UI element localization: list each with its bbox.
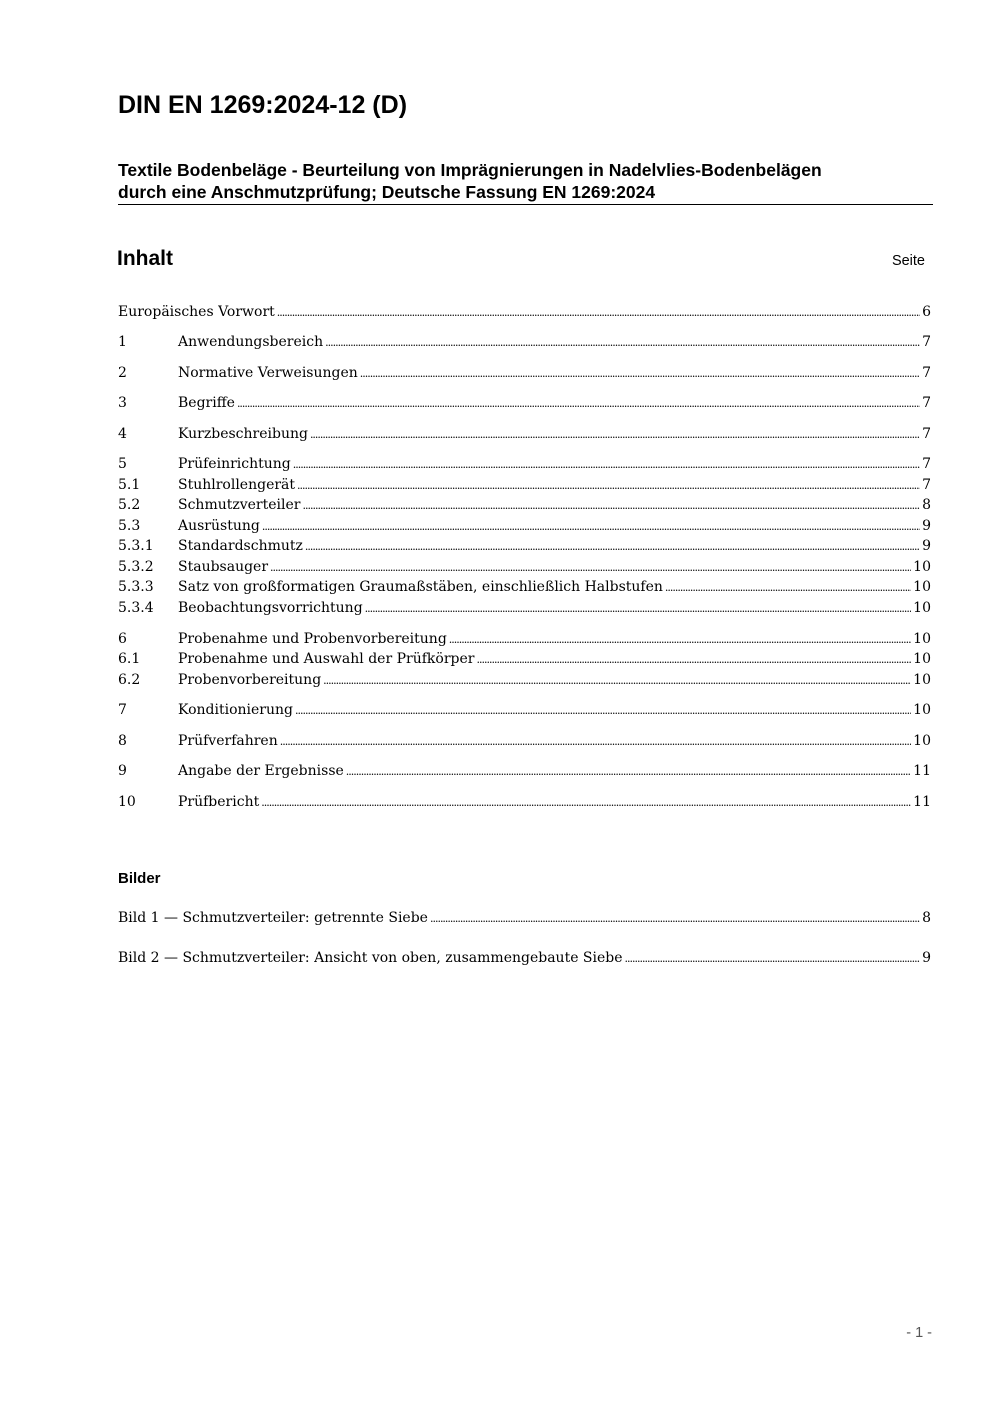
toc-entry-number: 3 [118, 395, 127, 411]
toc-entry-page: 6 [922, 304, 931, 320]
toc-entry-page: 9 [922, 518, 931, 534]
toc-leader-dots [277, 303, 920, 323]
toc-entry[interactable] [118, 792, 931, 812]
toc-entry-title: Probenvorbereitung [178, 672, 322, 688]
toc-leader-dots [310, 425, 920, 445]
toc-entry[interactable] [118, 424, 931, 444]
toc-entry-page: 10 [913, 733, 931, 749]
toc-entry-number: 5.3 [118, 518, 141, 534]
toc-entry-page: 10 [913, 559, 931, 575]
toc-entry[interactable] [118, 629, 931, 649]
toc-leader-dots [295, 701, 911, 721]
toc-leader-dots [280, 732, 911, 752]
toc-entry-title: Satz von großformatigen Graumaßstäben, einschließlich Halbstufen [178, 579, 663, 595]
figure-entry-title: Bild 1 — Schmutzverteiler: getrennte Siebe [118, 910, 428, 926]
toc-entry-title: Prüfverfahren [178, 733, 278, 749]
toc-leader-dots [302, 496, 920, 516]
toc-entry[interactable] [118, 302, 931, 322]
toc-entry-title: Europäisches Vorwort [118, 304, 275, 320]
toc-entry-title: Anwendungsbereich [178, 334, 324, 350]
toc-entry-page: 7 [922, 334, 931, 350]
toc-entry-page: 11 [913, 763, 931, 779]
toc-leader-dots [346, 762, 911, 782]
document-title: DIN EN 1269:2024-12 (D) [118, 91, 408, 119]
toc-entry[interactable] [118, 577, 931, 597]
toc-entry[interactable] [118, 536, 931, 556]
toc-entry[interactable] [118, 393, 931, 413]
toc-entry-page: 10 [913, 600, 931, 616]
toc-leader-dots [270, 558, 911, 578]
toc-entry-title: Schmutzverteiler [178, 497, 301, 513]
toc-entry[interactable] [118, 454, 931, 474]
toc-leader-dots [325, 333, 920, 353]
toc-entry[interactable] [118, 363, 931, 383]
toc-entry[interactable] [118, 670, 931, 690]
toc-entry-title: Staubsauger [178, 559, 269, 575]
toc-entry-number: 5.1 [118, 477, 141, 493]
subtitle-line-1: Textile Bodenbeläge - Beurteilung von Imprägnierungen in Nadelvlies-Bodenbelägen [118, 160, 822, 180]
toc-entry-title: Konditionierung [178, 702, 293, 718]
toc-entry-title: Probenahme und Probenvorbereitung [178, 631, 447, 647]
toc-entry-title: Standardschmutz [178, 538, 303, 554]
toc-entry-page: 7 [922, 426, 931, 442]
toc-entry-page: 7 [922, 395, 931, 411]
toc-leader-dots [237, 394, 920, 414]
toc-heading: Inhalt [117, 247, 173, 270]
toc-entry[interactable] [118, 731, 931, 751]
toc-entry-title: Prüfeinrichtung [178, 456, 291, 472]
toc-entry-number: 10 [118, 794, 136, 810]
toc-leader-dots [323, 671, 911, 691]
toc-entry[interactable] [118, 475, 931, 495]
toc-entry-page: 7 [922, 456, 931, 472]
toc-leader-dots [365, 599, 912, 619]
toc-entry-page: 9 [922, 538, 931, 554]
toc-entry-page: 8 [922, 497, 931, 513]
toc-leader-dots [449, 630, 911, 650]
toc-leader-dots [293, 455, 920, 475]
toc-entry-number: 5.2 [118, 497, 141, 513]
toc-entry[interactable] [118, 332, 931, 352]
page-number: - 1 - [906, 1325, 932, 1341]
toc-entry[interactable] [118, 649, 931, 669]
toc-entry-page: 10 [913, 631, 931, 647]
toc-entry-page: 10 [913, 702, 931, 718]
toc-entry-title: Beobachtungsvorrichtung [178, 600, 363, 616]
subtitle-line-2: durch eine Anschmutzprüfung; Deutsche Fassung EN 1269:2024 [118, 182, 656, 202]
toc-entry-title: Stuhlrollengerät [178, 477, 296, 493]
toc-entry-title: Angabe der Ergebnisse [178, 763, 344, 779]
toc-entry-page: 7 [922, 365, 931, 381]
toc-entry-title: Probenahme und Auswahl der Prüfkörper [178, 651, 475, 667]
toc-entry-page: 10 [913, 672, 931, 688]
figure-entry-page: 8 [922, 910, 931, 926]
toc-entry-title: Normative Verweisungen [178, 365, 358, 381]
toc-entry-title: Ausrüstung [178, 518, 260, 534]
toc-leader-dots [360, 364, 920, 384]
toc-entry[interactable] [118, 557, 931, 577]
toc-leader-dots [297, 476, 920, 496]
toc-leader-dots [476, 650, 911, 670]
toc-entry-number: 5.3.3 [118, 579, 154, 595]
toc-entry-number: 2 [118, 365, 127, 381]
toc-entry-number: 5 [118, 456, 127, 472]
toc-entry-number: 1 [118, 334, 127, 350]
figure-entry-page: 9 [922, 950, 931, 966]
figure-entry[interactable] [118, 948, 931, 968]
toc-entry-title: Prüfbericht [178, 794, 260, 810]
toc-leader-dots [430, 909, 920, 929]
toc-entry-number: 5.3.2 [118, 559, 154, 575]
toc-entry[interactable] [118, 700, 931, 720]
figures-heading: Bilder [118, 870, 161, 887]
toc-entry[interactable] [118, 761, 931, 781]
toc-entry[interactable] [118, 516, 931, 536]
toc-entry-page: 7 [922, 477, 931, 493]
figure-entry[interactable] [118, 908, 931, 928]
toc-entry-page: 11 [913, 794, 931, 810]
toc-entry-page: 10 [913, 651, 931, 667]
toc-entry[interactable] [118, 495, 931, 515]
toc-entry-number: 5.3.4 [118, 600, 154, 616]
document-subtitle [118, 159, 933, 205]
toc-leader-dots [261, 793, 911, 813]
toc-entry-title: Kurzbeschreibung [178, 426, 308, 442]
toc-entry-page: 10 [913, 579, 931, 595]
toc-entry-number: 8 [118, 733, 127, 749]
toc-entry-number: 6.1 [118, 651, 141, 667]
page-column-label: Seite [891, 253, 925, 269]
toc-leader-dots [305, 537, 920, 557]
toc-leader-dots [262, 517, 920, 537]
toc-entry-title: Begriffe [178, 395, 235, 411]
toc-entry-number: 6.2 [118, 672, 141, 688]
toc-leader-dots [625, 949, 921, 969]
toc-entry[interactable] [118, 598, 931, 618]
figure-entry-title: Bild 2 — Schmutzverteiler: Ansicht von oben, zusammengebaute Siebe [118, 950, 623, 966]
toc-entry-number: 4 [118, 426, 127, 442]
toc-entry-number: 5.3.1 [118, 538, 154, 554]
toc-entry-number: 6 [118, 631, 127, 647]
toc-leader-dots [665, 578, 911, 598]
toc-entry-number: 7 [118, 702, 127, 718]
toc-entry-number: 9 [118, 763, 127, 779]
